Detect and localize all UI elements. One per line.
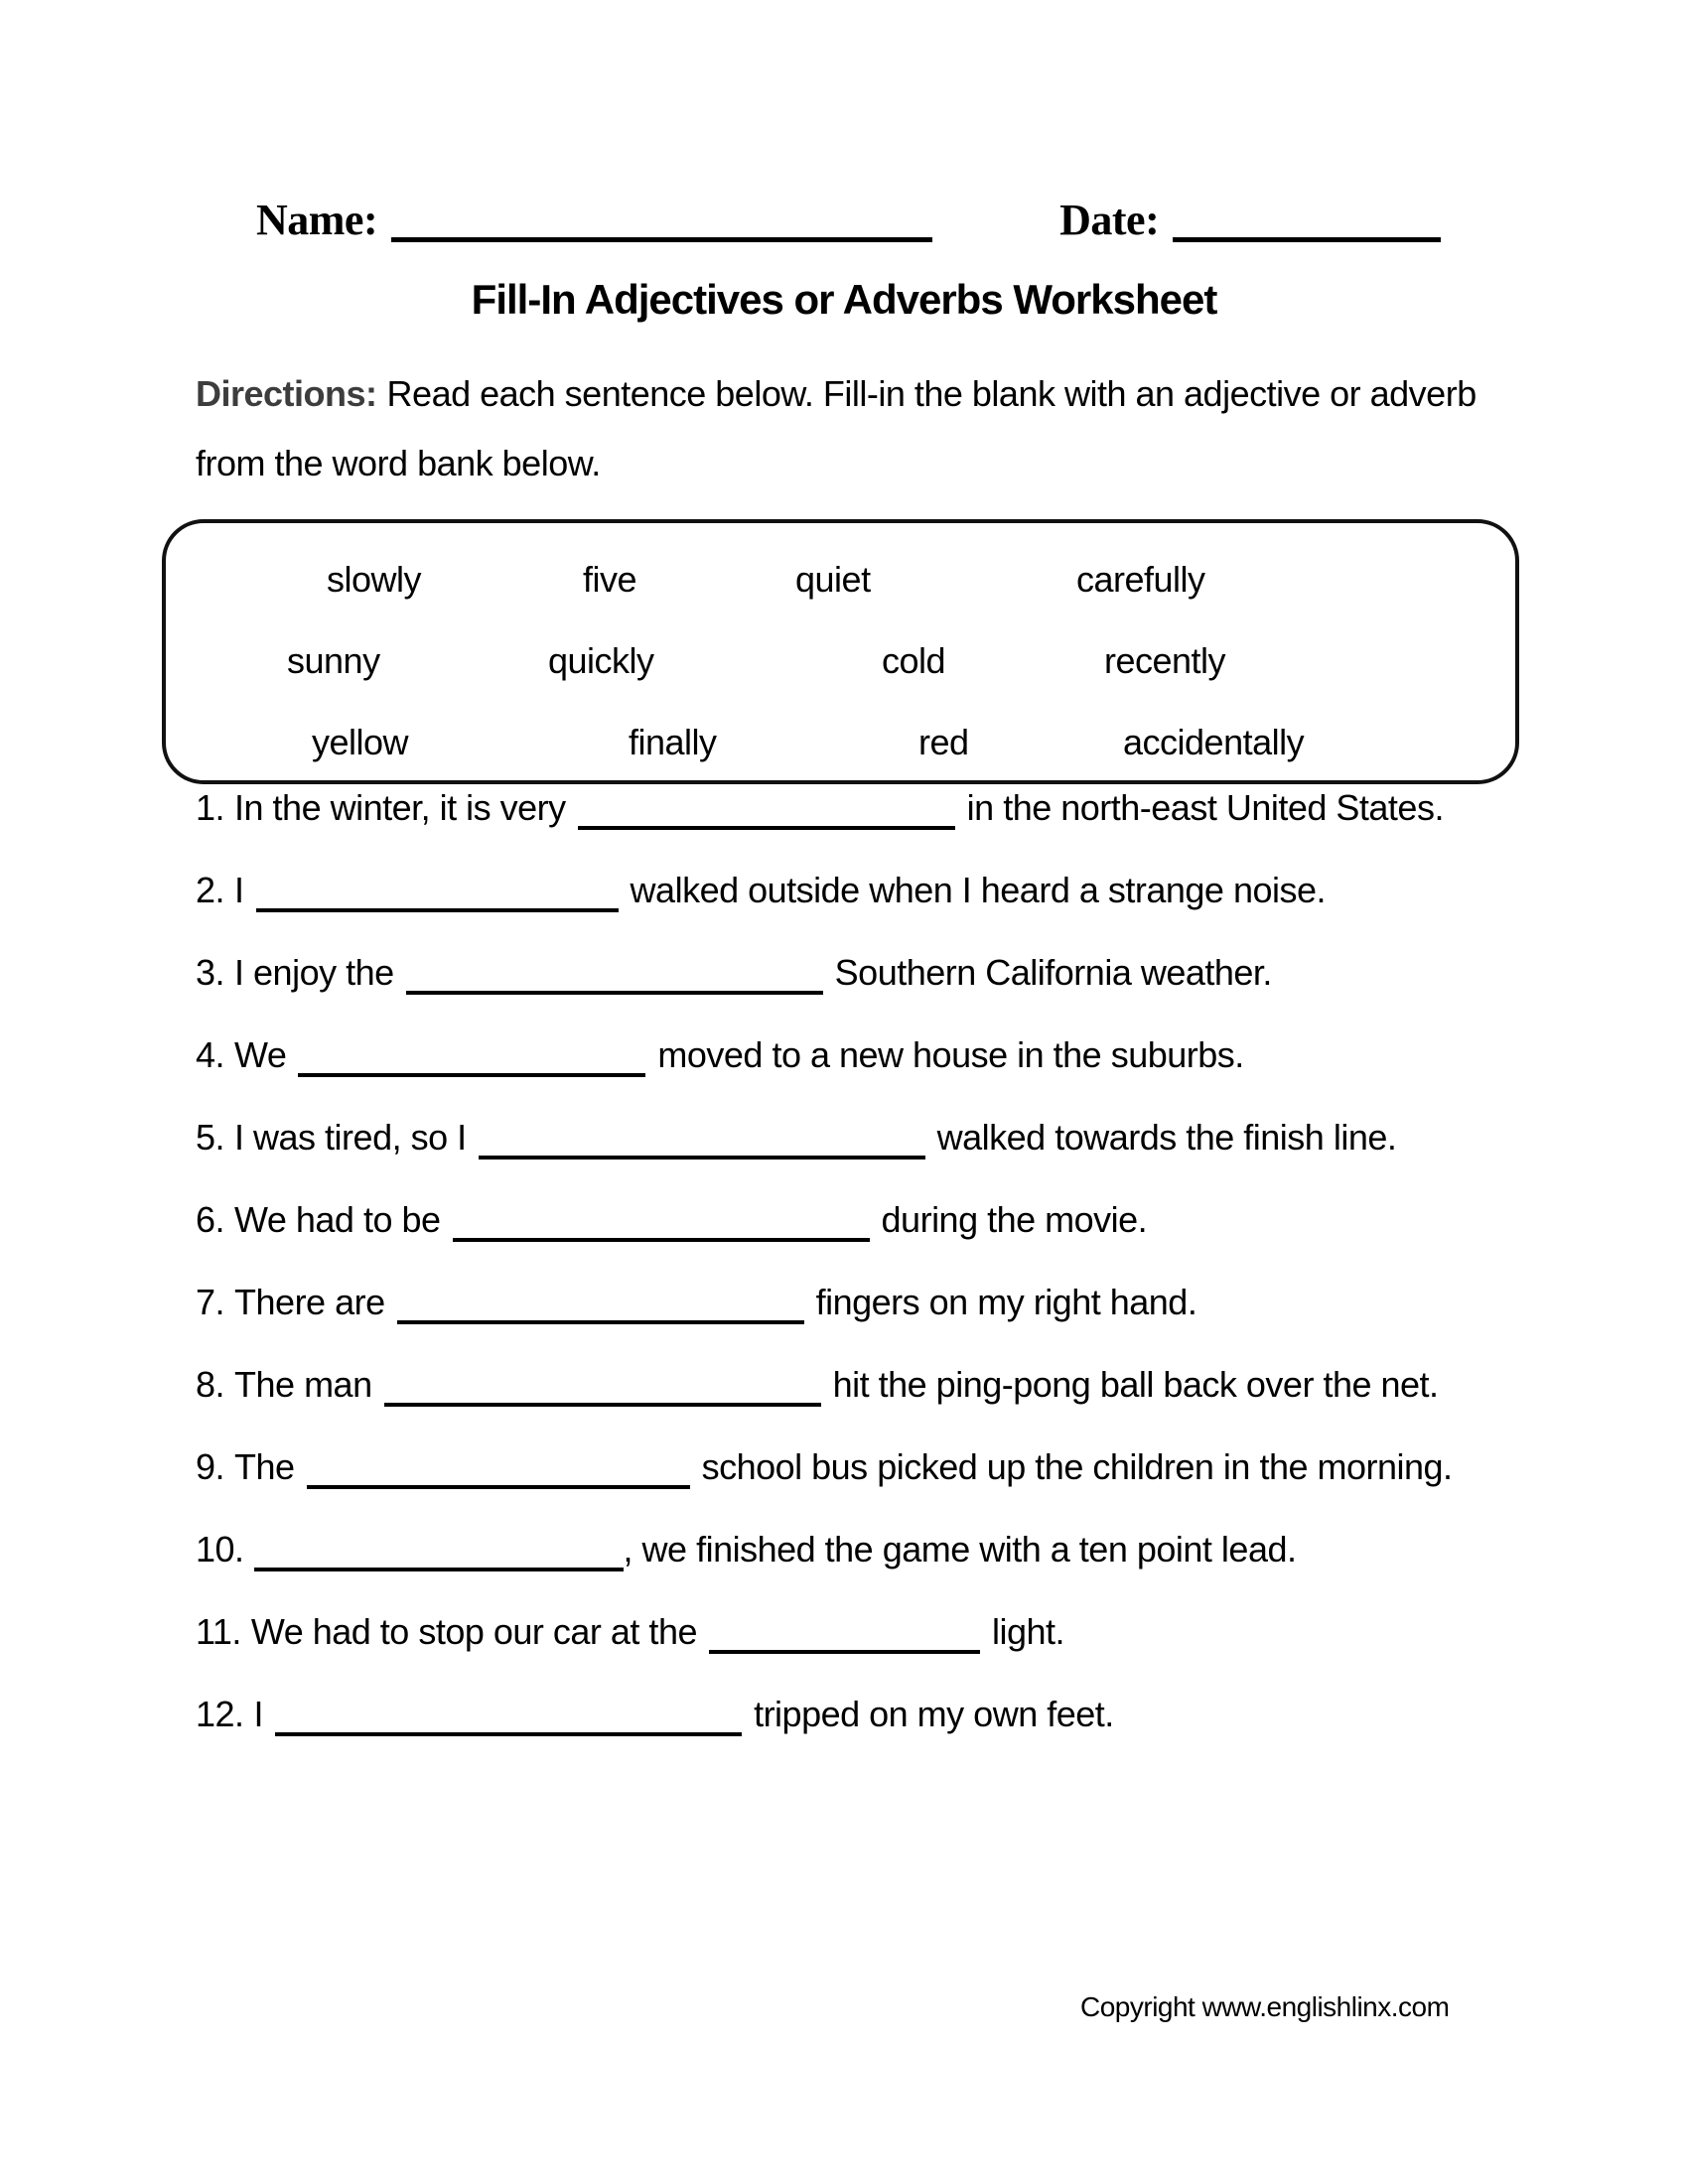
- copyright-text: Copyright www.englishlinx.com: [1080, 1991, 1450, 2022]
- directions-label: Directions:: [196, 373, 377, 414]
- sentence-row-2: [196, 849, 1569, 931]
- sentence-text-before: In the winter, it is very: [234, 787, 566, 828]
- word-bank-word: recently: [1104, 640, 1226, 681]
- word-bank-word: finally: [629, 722, 717, 762]
- sentence-row-8: [196, 1343, 1569, 1426]
- sentence-number: 6.: [196, 1199, 225, 1240]
- sentence-text-after: walked outside when I heard a strange noise.: [630, 870, 1327, 910]
- fill-in-blank-line: [709, 1620, 980, 1654]
- fill-in-blank-line: [453, 1208, 870, 1242]
- sentence-text-after: in the north-east United States.: [966, 787, 1444, 828]
- sentence-number: 2.: [196, 870, 225, 910]
- word-bank-box: [162, 519, 1519, 784]
- sentence-row-9: [196, 1426, 1569, 1508]
- directions-text: Read each sentence below. Fill-in the blank with an adjective or adverb from the word bank below.: [196, 373, 1477, 483]
- sentence-text-before: I: [253, 1694, 264, 1734]
- fill-in-blank-line: [256, 879, 619, 912]
- sentence-row-5: [196, 1096, 1569, 1178]
- word-bank-word: carefully: [1076, 559, 1205, 600]
- sentence-text-before: There are: [234, 1282, 385, 1322]
- fill-in-blank-line: [384, 1373, 821, 1407]
- page-title: Fill-In Adjectives or Adverbs Worksheet: [471, 276, 1217, 323]
- sentence-text-after: school bus picked up the children in the morning.: [701, 1446, 1453, 1487]
- sentence-row-11: [196, 1590, 1569, 1673]
- sentence-text-before: We had to stop our car at the: [250, 1611, 697, 1652]
- sentence-row-7: [196, 1261, 1569, 1343]
- sentence-number: 7.: [196, 1282, 225, 1322]
- sentence-text-before: We: [234, 1034, 287, 1075]
- sentence-number: 8.: [196, 1364, 225, 1405]
- sentence-text-after: Southern California weather.: [834, 952, 1272, 993]
- sentence-text-after: tripped on my own feet.: [754, 1694, 1114, 1734]
- word-bank-word: red: [918, 722, 969, 762]
- sentence-text-after: hit the ping-pong ball back over the net.: [832, 1364, 1439, 1405]
- sentence-text-after: fingers on my right hand.: [815, 1282, 1197, 1322]
- sentence-row-3: [196, 931, 1569, 1014]
- name-label: Name:: [256, 196, 378, 244]
- sentence-number: 5.: [196, 1117, 225, 1158]
- date-blank-line: [1173, 206, 1441, 242]
- fill-in-blank-line: [578, 796, 955, 830]
- sentence-list: [196, 766, 1569, 1755]
- sentence-number: 11.: [196, 1611, 241, 1652]
- directions: [196, 359, 1496, 498]
- sentence-row-6: [196, 1178, 1569, 1261]
- sentence-text-after: walked towards the finish line.: [936, 1117, 1397, 1158]
- sentence-text-after: light.: [991, 1611, 1065, 1652]
- sentence-text-after: , we finished the game with a ten point lead.: [623, 1529, 1297, 1570]
- word-bank-word: sunny: [287, 640, 380, 681]
- word-bank-word: quickly: [548, 640, 654, 681]
- header: [256, 195, 1519, 245]
- date-label: Date:: [1059, 196, 1160, 244]
- word-bank-word: five: [583, 559, 637, 600]
- sentence-text-before: I was tired, so I: [234, 1117, 467, 1158]
- sentence-number: 10.: [196, 1529, 244, 1570]
- sentence-text-before: We had to be: [234, 1199, 441, 1240]
- sentence-number: 12.: [196, 1694, 244, 1734]
- word-bank-word: slowly: [327, 559, 422, 600]
- sentence-row-10: [196, 1508, 1569, 1590]
- fill-in-blank-line: [406, 961, 823, 995]
- word-bank-word: accidentally: [1123, 722, 1305, 762]
- word-bank-word: yellow: [312, 722, 409, 762]
- fill-in-blank-line: [275, 1703, 742, 1736]
- word-bank-word: cold: [882, 640, 946, 681]
- sentence-text-before: I enjoy the: [234, 952, 394, 993]
- sentence-number: 9.: [196, 1446, 225, 1487]
- sentence-row-1: [196, 766, 1569, 849]
- sentence-row-12: [196, 1673, 1569, 1755]
- word-bank-word: quiet: [795, 559, 871, 600]
- sentence-text-after: moved to a new house in the suburbs.: [657, 1034, 1244, 1075]
- sentence-text-before: The: [234, 1446, 295, 1487]
- sentence-text-before: The man: [234, 1364, 372, 1405]
- sentence-number: 1.: [196, 787, 225, 828]
- sentence-text-before: I: [234, 870, 244, 910]
- fill-in-blank-line: [307, 1455, 690, 1489]
- name-blank-line: [391, 206, 932, 242]
- fill-in-blank-line: [397, 1291, 804, 1324]
- fill-in-blank-line: [254, 1538, 624, 1571]
- sentence-number: 4.: [196, 1034, 225, 1075]
- sentence-number: 3.: [196, 952, 225, 993]
- sentence-row-4: [196, 1014, 1569, 1096]
- fill-in-blank-line: [479, 1126, 925, 1160]
- sentence-text-after: during the movie.: [881, 1199, 1148, 1240]
- fill-in-blank-line: [298, 1043, 645, 1077]
